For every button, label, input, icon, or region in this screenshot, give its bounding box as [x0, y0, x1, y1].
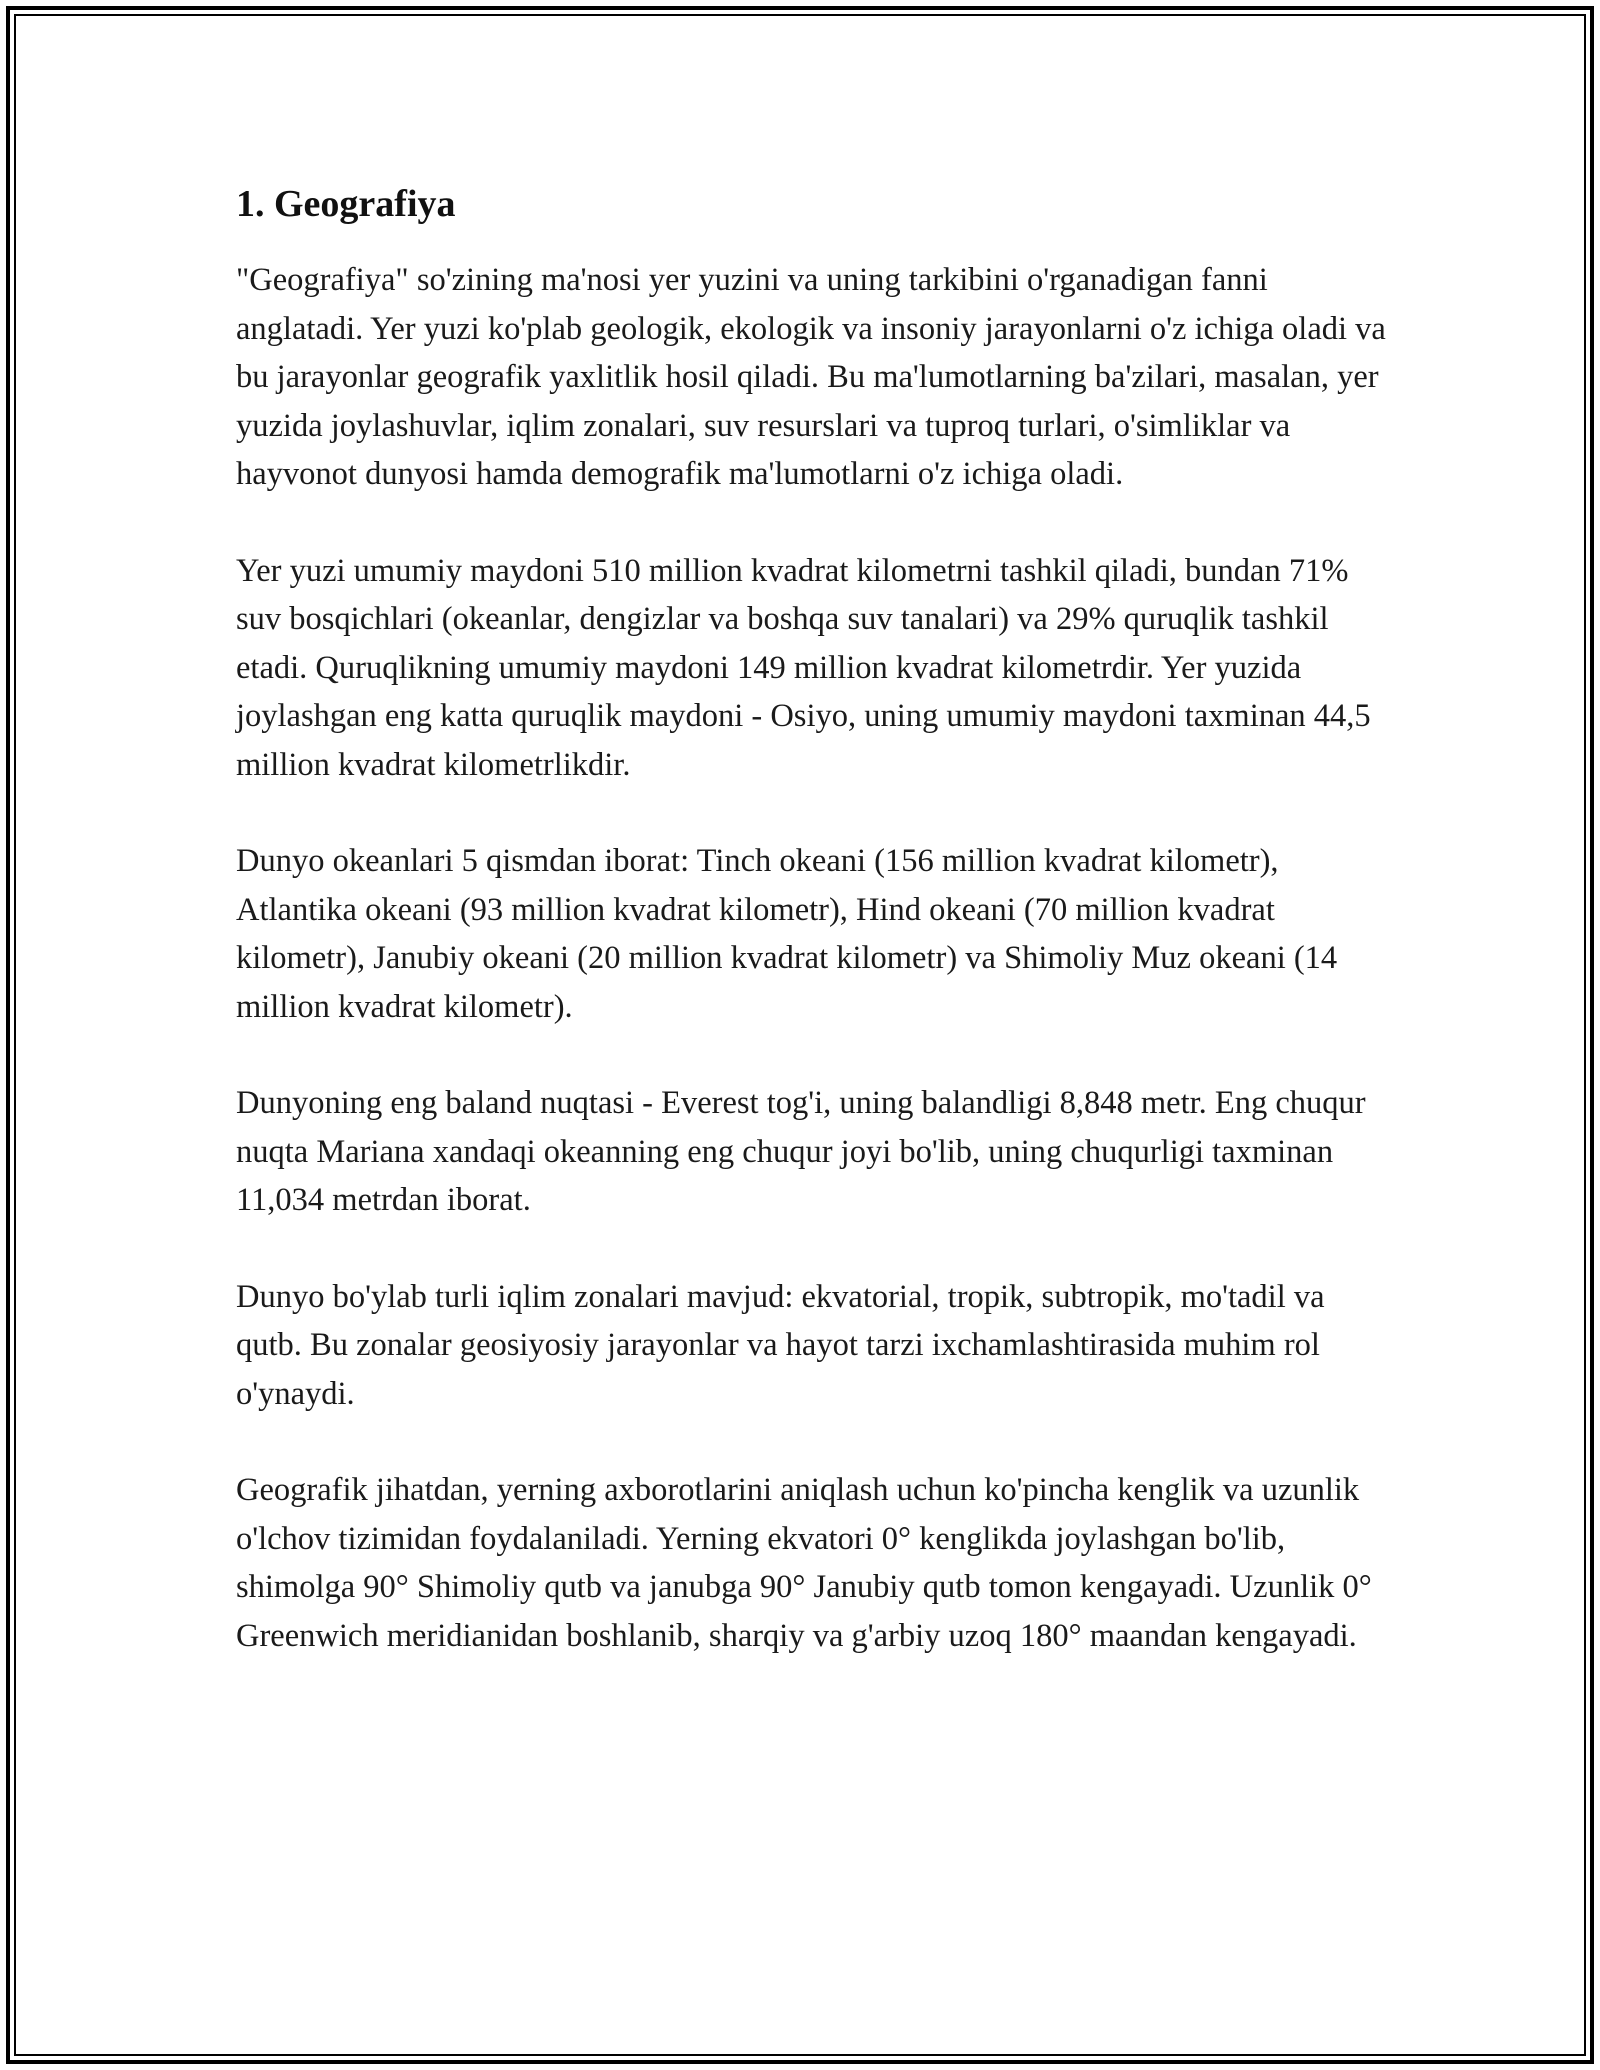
paragraph-extremes: Dunyoning eng baland nuqtasi - Everest tog'i, uning balandligi 8,848 metr. Eng chuqur nuqta Mariana xandaqi okeanning eng chuqur joyi bo'lib, uning chuqurligi taxminan 11,034 metrdan iborat. [236, 1085, 1366, 1218]
section-heading: 1. Geografiya [236, 183, 456, 225]
paragraph-climate-zones: Dunyo bo'ylab turli iqlim zonalari mavjud: ekvatorial, tropik, subtropik, mo'tadil va qutb. Bu zonalar geosiyosiy jarayonlar va hayot tarzi ixchamlashtirasida muhim rol o'ynaydi. [236, 1278, 1325, 1412]
paragraph-oceans: Dunyo okeanlari 5 qismdan iborat: Tinch okeani (156 million kvadrat kilometr), Atlantika okeani (93 million kvadrat kilometr), Hind okeani (70 million kvadrat kilometr), Janubiy okeani (20 million kvadrat kilometr) va Shimoliy Muz okeani (14 million kvadrat kilometr). [236, 843, 1338, 1025]
document-body [236, 180, 1386, 1708]
paragraph-coordinates: Geografik jihatdan, yerning axborotlarini aniqlash uchun ko'pincha kenglik va uzunlik o'lchov tizimidan foydalaniladi. Yerning ekvatori 0° kenglikda joylashgan bo'lib, shimolga 90° Shimoliy qutb va janubga 90° Janubiy qutb tomon kengayadi. Uzunlik 0° Greenwich meridianidan boshlanib, sharqiy va g'arbiy uzoq 180° maandan kengayadi. [236, 1472, 1372, 1654]
paragraph-surface-area: Yer yuzi umumiy maydoni 510 million kvadrat kilometrni tashkil qiladi, bundan 71% suv bosqichlari (okeanlar, dengizlar va boshqa suv tanalari) va 29% quruqlik tashkil etadi. Quruqlikning umumiy maydoni 149 million kvadrat kilometrdir. Yer yuzida joylashgan eng katta quruqlik maydoni - Osiyo, uning umumiy maydoni taxminan 44,5 million kvadrat kilometrlikdir. [236, 552, 1371, 783]
paragraph-definition: "Geografiya" so'zining ma'nosi yer yuzini va uning tarkibini o'rganadigan fanni anglatadi. Yer yuzi ko'plab geologik, ekologik va insoniy jarayonlarni o'z ichiga oladi va bu jarayonlar geografik yaxlitlik hosil qiladi. Bu ma'lumotlarning ba'zilari, masalan, yer yuzida joylashuvlar, iqlim zonalari, suv resurslari va tuproq turlari, o'simliklar va hayvonot dunyosi hamda demografik ma'lumotlarni o'z ichiga oladi. [236, 262, 1386, 492]
